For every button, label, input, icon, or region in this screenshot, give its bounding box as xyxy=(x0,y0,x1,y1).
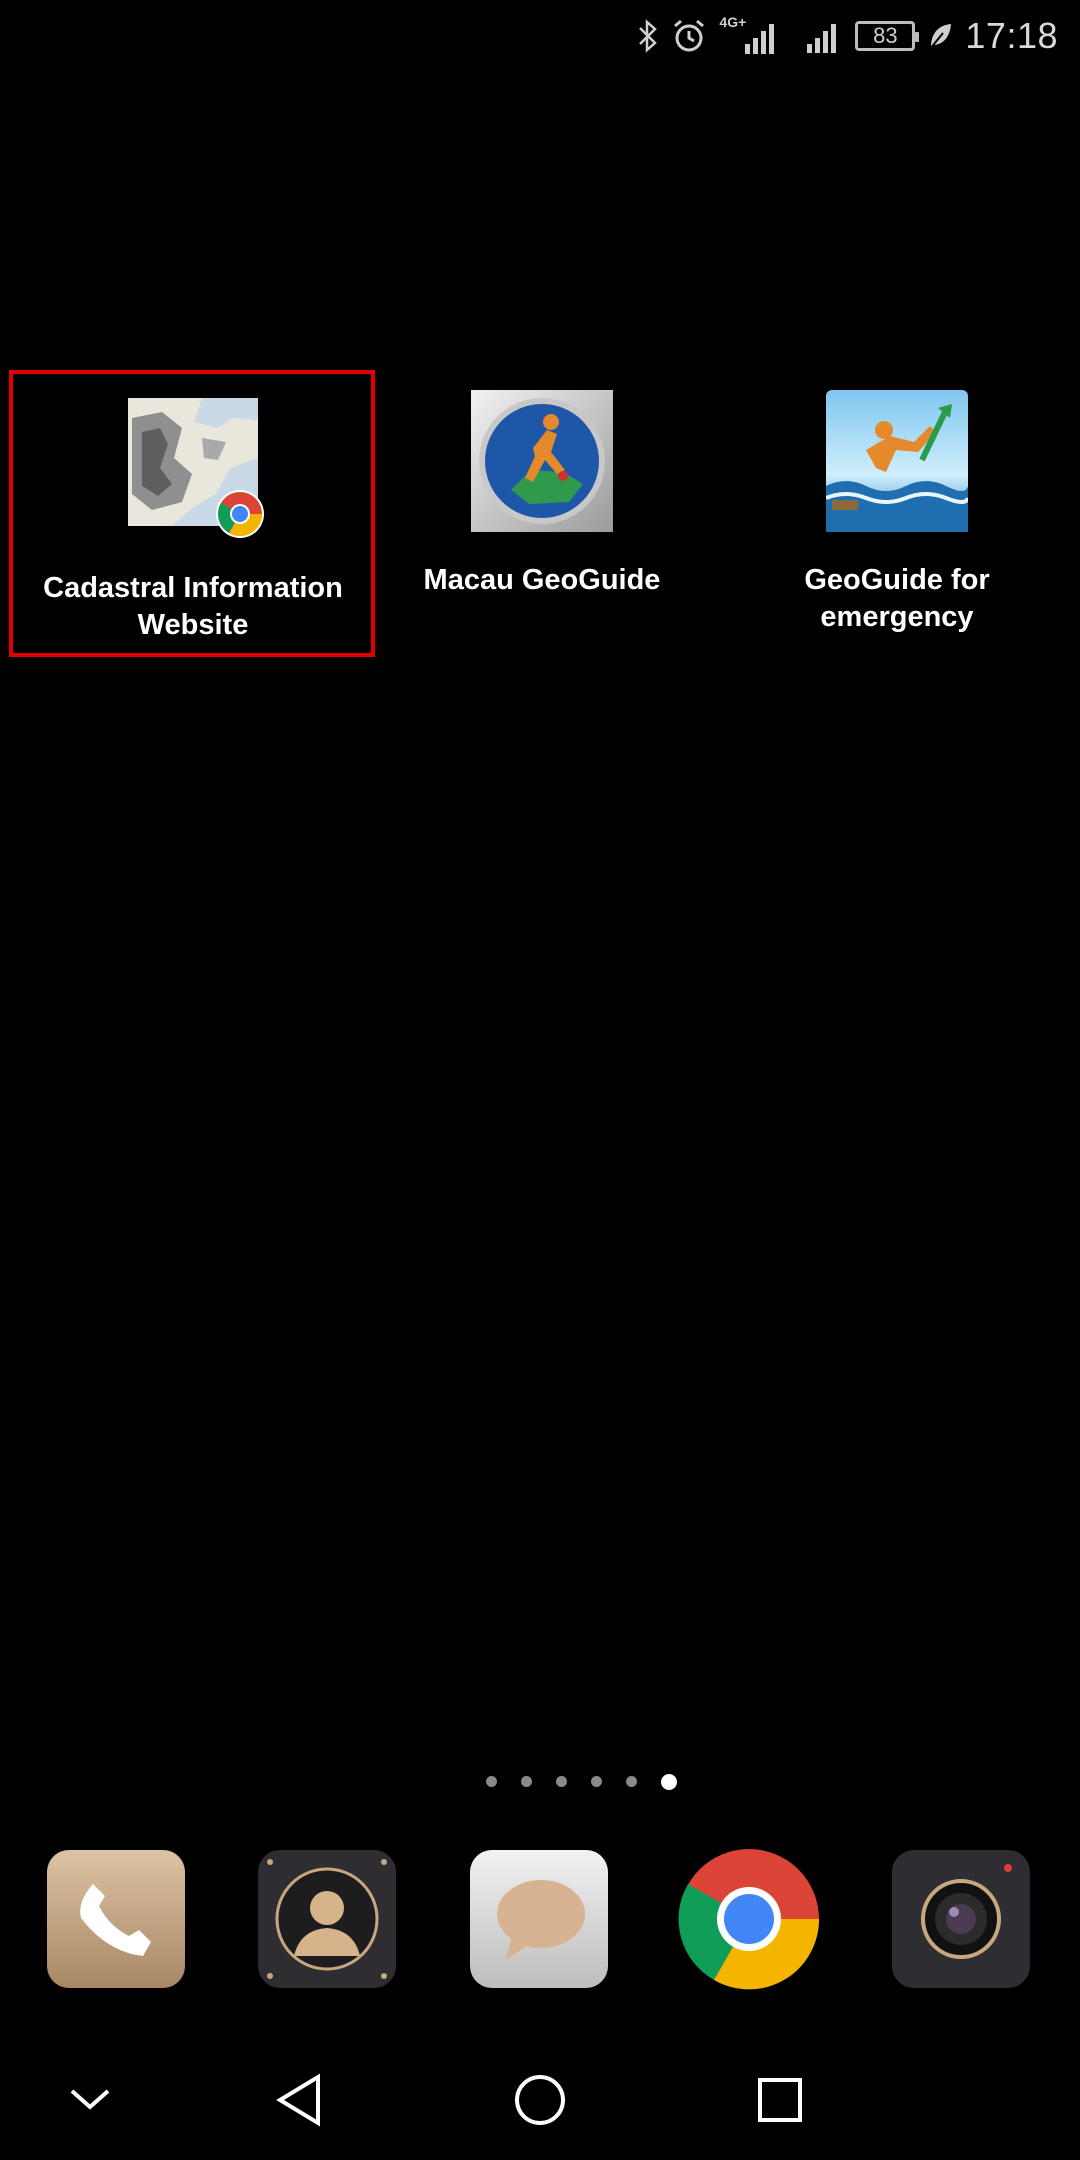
app-label: Cadastral Information Website xyxy=(43,572,343,641)
leaf-icon xyxy=(927,21,953,51)
signal-icon xyxy=(805,18,843,54)
page-dot-active[interactable] xyxy=(661,1774,677,1790)
recents-icon[interactable] xyxy=(748,2068,812,2132)
chrome-icon[interactable] xyxy=(678,1848,820,1990)
app-label: GeoGuide for emergency xyxy=(804,564,990,633)
status-bar xyxy=(0,0,1080,72)
home-icon[interactable] xyxy=(508,2068,572,2132)
app-label: Macau GeoGuide xyxy=(423,564,661,596)
signal-4g-icon xyxy=(719,16,779,56)
clock: 17:18 xyxy=(965,15,1058,56)
status-icons xyxy=(637,10,1058,62)
collapse-chevron-icon[interactable] xyxy=(58,2068,122,2132)
battery-level: 83 xyxy=(873,23,898,48)
page-dot[interactable] xyxy=(521,1776,532,1787)
messages-icon[interactable] xyxy=(468,1848,610,1990)
back-icon[interactable] xyxy=(268,2068,332,2132)
page-dot[interactable] xyxy=(486,1776,497,1787)
page-dot[interactable] xyxy=(626,1776,637,1787)
macau-geoguide-icon xyxy=(471,390,613,532)
app-geoguide-for-emergency[interactable] xyxy=(717,390,1077,636)
page-dot[interactable] xyxy=(591,1776,602,1787)
network-type-label: 4G+ xyxy=(719,14,747,30)
camera-icon[interactable] xyxy=(890,1848,1032,1990)
battery-icon xyxy=(855,21,915,51)
phone-icon[interactable] xyxy=(45,1848,187,1990)
alarm-icon xyxy=(671,18,707,54)
highlight-box xyxy=(9,370,375,657)
contacts-icon[interactable] xyxy=(256,1848,398,1990)
geoguide-emergency-icon xyxy=(826,390,968,532)
app-macau-geoguide[interactable] xyxy=(362,390,722,599)
navigation-bar xyxy=(0,2040,1080,2160)
page-dot[interactable] xyxy=(556,1776,567,1787)
bluetooth-icon xyxy=(637,18,659,54)
dock xyxy=(0,1848,1080,1993)
page-indicator xyxy=(0,1776,1080,1790)
